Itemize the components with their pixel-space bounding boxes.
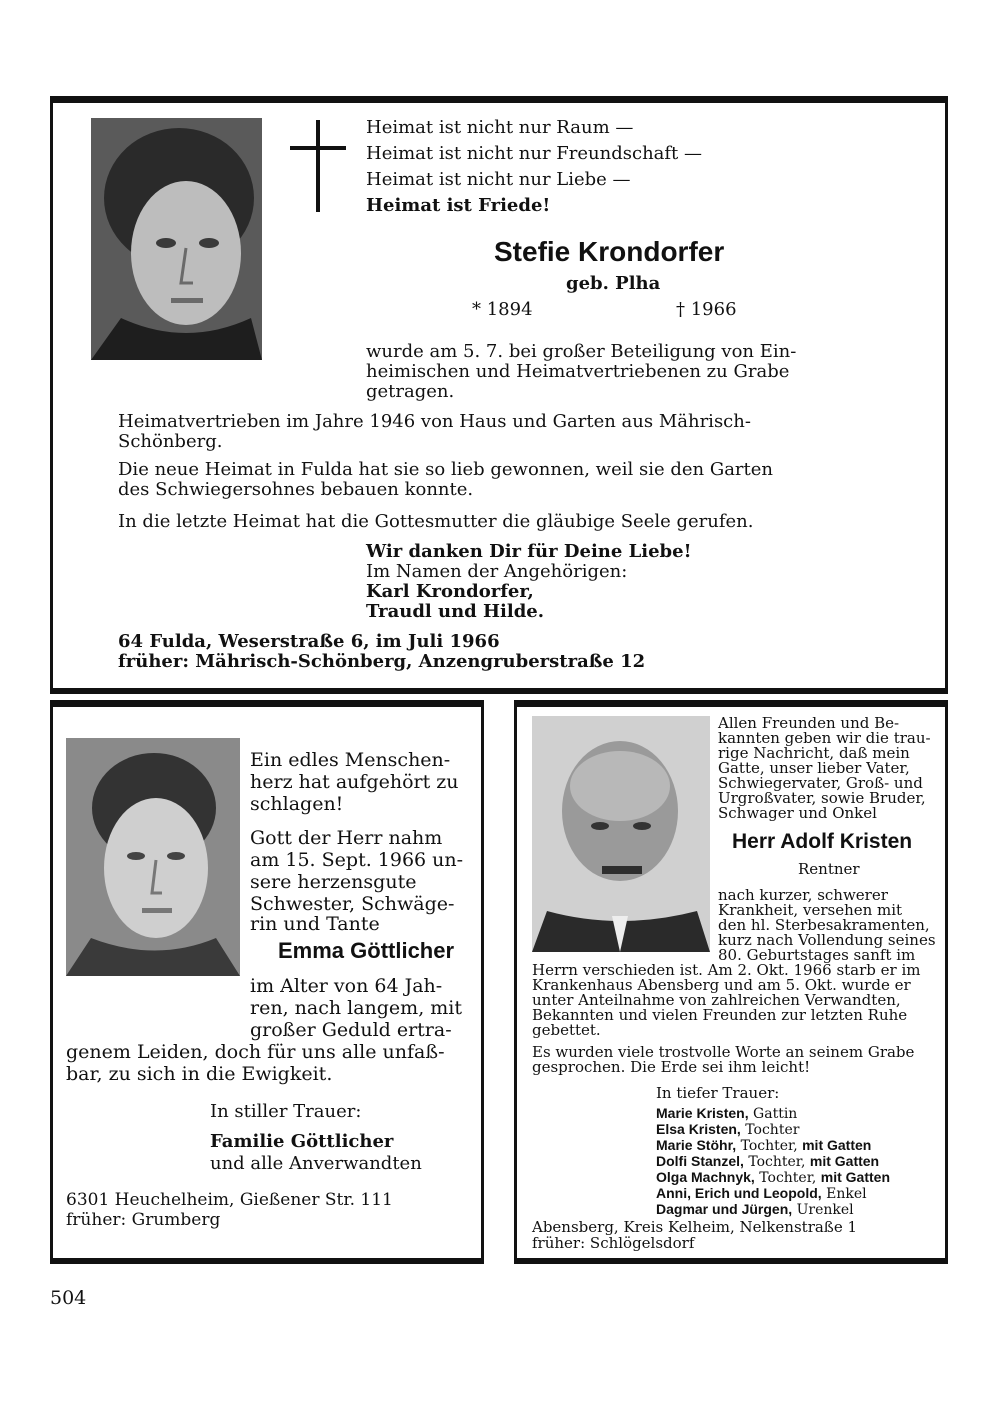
right-words-2: gesprochen. Die Erde sei ihm leicht! [532,1058,811,1076]
new-home-line-1: Die neue Heimat in Fulda hat sie so lieb gewonnen, weil sie den Garten [118,459,774,480]
thanks-line: Wir danken Dir für Deine Liebe! [366,541,692,562]
portrait-stefie-krondorfer [91,118,262,360]
right-mourning: In tiefer Trauer: [656,1084,780,1102]
death-year: † 1966 [676,299,737,320]
left-suffering-1: genem Leiden, doch für uns alle unfaß- [66,1041,445,1063]
mourner-name: Marie Stöhr, [656,1137,737,1153]
expelled-line-2: Schönberg. [118,431,223,452]
right-death-4: Bekannten und vielen Freunden zur letzten Ruhe [532,1006,908,1024]
right-illness-3: den hl. Sterbesakramenten, [718,916,930,934]
right-illness-5: 80. Geburtstages sanft im [718,946,916,964]
left-relatives: und alle Anverwandten [210,1153,422,1174]
relative-line-1: Karl Krondorfer, [366,581,534,602]
left-intro-2: herz hat aufgehört zu [250,771,459,793]
mourner-relation: Urenkel [796,1202,854,1218]
left-intro-1: Ein edles Menschen- [250,749,451,771]
new-home-line-2: des Schwiegersohnes bebauen konnte. [118,479,474,500]
left-god-3: sere herzensgute [250,871,417,893]
maiden-name: geb. Plha [566,273,661,294]
right-death-1: Herrn verschieden ist. Am 2. Okt. 1966 starb er im [532,961,921,979]
right-intro-1: Allen Freunden und Be- [718,714,900,732]
left-address: 6301 Heuchelheim, Gießener Str. 111 [66,1190,393,1210]
mourner-name: Dagmar und Jürgen, [656,1201,793,1217]
left-god-4: Schwester, Schwäge- [250,893,455,915]
right-former-address: früher: Schlögelsdorf [532,1234,695,1252]
right-death-2: Krankenhaus Abensberg und am 5. Okt. wurde er [532,976,911,994]
left-age-1: im Alter von 64 Jah- [250,975,443,997]
on-behalf-line: Im Namen der Angehörigen: [366,561,628,582]
relative-line-2: Traudl und Hilde. [366,601,545,622]
right-intro-3: rige Nachricht, daß mein [718,744,910,762]
poem-line-1: Heimat ist nicht nur Raum — [366,117,634,138]
right-deceased-name: Herr Adolf Kristen [732,830,913,853]
right-death-5: gebettet. [532,1021,601,1039]
top-address: 64 Fulda, Weserstraße 6, im Juli 1966 [118,631,500,652]
left-mourning: In stiller Trauer: [210,1101,362,1122]
mourner-name: Olga Machnyk, [656,1169,755,1185]
right-illness-2: Krankheit, versehen mit [718,901,903,919]
left-god-5: rin und Tante [250,913,380,935]
left-deceased-name: Emma Göttlicher [278,938,455,963]
burial-line-3: getragen. [366,381,455,402]
right-words-1: Es wurden viele trostvolle Worte an seinem Grabe [532,1043,915,1061]
poem-line-3: Heimat ist nicht nur Liebe — [366,169,631,190]
mourner-relation: Tochter, [740,1138,798,1154]
portrait-adolf-kristen [532,716,710,952]
right-intro-4: Gatte, unser lieber Vater, [718,759,910,777]
left-god-1: Gott der Herr nahm [250,827,443,849]
portrait-emma-goettlicher [66,738,240,976]
right-death-3: unter Anteilnahme von zahlreichen Verwandten, [532,991,901,1009]
mourner-relation: Enkel [826,1186,867,1202]
right-illness-1: nach kurzer, schwerer [718,886,888,904]
right-intro-5: Schwiegervater, Groß- und [718,774,923,792]
left-age-3: großer Geduld ertra- [250,1019,452,1041]
left-intro-3: schlagen! [250,793,344,815]
mourner-extra: mit Gatten [820,1169,891,1185]
mourner-name: Marie Kristen, [656,1105,749,1121]
birth-year: * 1894 [472,299,533,320]
left-god-2: am 15. Sept. 1966 un- [250,849,464,871]
deceased-name: Stefie Krondorfer [494,236,725,267]
right-illness-4: kurz nach Vollendung seines [718,931,936,949]
expelled-line-1: Heimatvertrieben im Jahre 1946 von Haus und Garten aus Mährisch- [118,411,751,432]
left-family: Familie Göttlicher [210,1131,394,1152]
right-title: Rentner [798,860,860,878]
left-former-address: früher: Grumberg [66,1210,221,1230]
right-intro-7: Schwager und Onkel [718,804,877,822]
right-address: Abensberg, Kreis Kelheim, Nelkenstraße 1 [532,1218,858,1236]
mourner-name: Anni, Erich und Leopold, [656,1185,822,1201]
mourner-extra: mit Gatten [802,1137,872,1153]
mourner-name: Dolfi Stanzel, [656,1153,744,1169]
mourner-relation: Tochter [745,1122,800,1138]
burial-line-2: heimischen und Heimatvertriebenen zu Grabe [366,361,790,382]
last-home-line: In die letzte Heimat hat die Gottesmutter die gläubige Seele gerufen. [118,511,754,532]
page-number: 504 [50,1287,87,1309]
right-intro-2: kannten geben wir die trau- [718,729,931,747]
poem-line-2: Heimat ist nicht nur Freundschaft — [366,143,703,164]
mourner-name: Elsa Kristen, [656,1121,741,1137]
mourner-relation: Tochter, [759,1170,817,1186]
poem-line-4: Heimat ist Friede! [366,195,551,216]
mourner-relation: Tochter, [748,1154,806,1170]
mourner-row [656,1202,854,1219]
burial-line-1: wurde am 5. 7. bei großer Beteiligung von Ein- [366,341,797,362]
cross-icon [290,120,346,212]
right-intro-6: Urgroßvater, sowie Bruder, [718,789,926,807]
left-age-2: ren, nach langem, mit [250,997,462,1019]
left-suffering-2: bar, zu sich in die Ewigkeit. [66,1063,333,1085]
mourner-relation: Gattin [753,1106,798,1122]
mourner-extra: mit Gatten [809,1153,880,1169]
top-former-address: früher: Mährisch-Schönberg, Anzengruberstraße 12 [118,651,646,672]
